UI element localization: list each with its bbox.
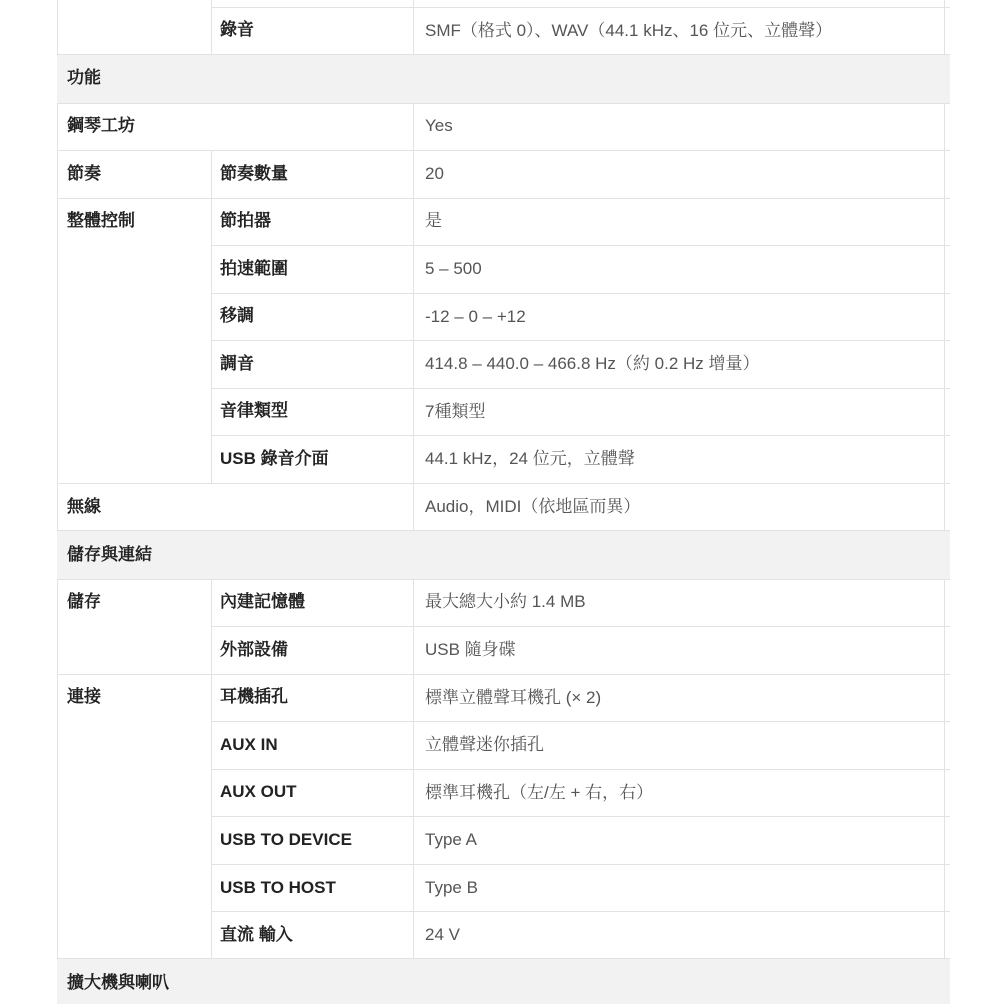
row-divider — [211, 911, 950, 912]
spec-label-usb-to-device: USB TO DEVICE — [220, 830, 352, 849]
spec-value-wireless: Audio，MIDI（依地區而異） — [425, 497, 641, 516]
column-divider — [57, 0, 58, 55]
row-divider — [211, 340, 950, 341]
row-divider — [211, 7, 950, 8]
spec-value-temperament: 7種類型 — [425, 402, 486, 421]
spec-value-headphones: 標準立體聲耳機孔 (× 2) — [425, 688, 602, 707]
spec-value-tempo-range: 5 – 500 — [425, 259, 482, 278]
spec-value-transpose: -12 – 0 – +12 — [425, 307, 526, 326]
spec-label-aux-out: AUX OUT — [220, 782, 297, 801]
row-divider — [211, 864, 950, 865]
spec-label-usb-to-host: USB TO HOST — [220, 878, 336, 897]
row-divider — [57, 150, 950, 151]
row-divider — [211, 245, 950, 246]
spec-value-tuning: 414.8 – 440.0 – 466.8 Hz（約 0.2 Hz 增量） — [425, 354, 760, 373]
spec-group-overall-control: 整體控制 — [67, 211, 135, 230]
spec-label-external-devices: 外部設備 — [220, 640, 288, 659]
column-divider — [413, 579, 414, 959]
spec-value-dc-in: 24 V — [425, 925, 460, 944]
spec-label-dc-in: 直流 輸入 — [220, 925, 293, 944]
section-header-storage-connectivity: 儲存與連結 — [67, 545, 152, 564]
spec-label-transpose: 移調 — [220, 306, 254, 325]
row-divider — [211, 769, 950, 770]
row-divider — [211, 816, 950, 817]
row-divider — [57, 579, 950, 580]
spec-value-recording: SMF（格式 0）、WAV（44.1 kHz、16 位元、立體聲） — [425, 21, 833, 40]
section-header-functions: 功能 — [67, 68, 101, 87]
spec-group-storage: 儲存 — [67, 592, 101, 611]
column-divider — [944, 103, 945, 531]
column-divider — [57, 103, 58, 531]
spec-label-headphones: 耳機插孔 — [220, 687, 288, 706]
spec-label-wireless: 無線 — [67, 497, 101, 516]
spec-label-metronome: 節拍器 — [220, 211, 271, 230]
spec-value-rhythm-count: 20 — [425, 164, 444, 183]
column-divider — [413, 0, 414, 55]
spec-value-aux-in: 立體聲迷你插孔 — [425, 735, 544, 754]
row-divider — [57, 530, 950, 531]
spec-label-recording: 錄音 — [220, 20, 254, 39]
row-divider — [57, 958, 950, 959]
column-divider — [211, 0, 212, 55]
row-divider — [211, 388, 950, 389]
row-divider — [57, 54, 950, 55]
row-divider — [57, 483, 950, 484]
spec-label-temperament: 音律類型 — [220, 401, 288, 420]
spec-value-metronome: 是 — [425, 211, 442, 230]
spec-value-aux-out: 標準耳機孔（左/左 + 右，右） — [425, 783, 654, 802]
row-divider — [57, 674, 950, 675]
column-divider — [944, 579, 945, 959]
column-divider — [944, 0, 945, 55]
section-header-amplifier-speakers: 擴大機與喇叭 — [67, 973, 169, 992]
section-header-band — [57, 531, 950, 579]
spec-table — [57, 0, 950, 1004]
row-divider — [211, 721, 950, 722]
spec-label-piano-room: 鋼琴工坊 — [67, 116, 135, 135]
spec-label-tempo-range: 拍速範圍 — [220, 259, 288, 278]
section-header-band — [57, 55, 950, 103]
row-divider — [211, 293, 950, 294]
spec-label-usb-audio-interface: USB 錄音介面 — [220, 449, 329, 468]
spec-value-external-devices: USB 隨身碟 — [425, 640, 516, 659]
spec-label-rhythm-count: 節奏數量 — [220, 164, 288, 183]
spec-label-tuning: 調音 — [220, 354, 254, 373]
column-divider — [57, 579, 58, 959]
spec-group-rhythm: 節奏 — [67, 164, 101, 183]
row-divider — [211, 435, 950, 436]
section-header-band — [57, 959, 950, 1004]
column-divider — [413, 103, 414, 531]
spec-value-internal-memory: 最大總大小約 1.4 MB — [425, 592, 586, 611]
column-divider — [211, 579, 212, 959]
spec-label-aux-in: AUX IN — [220, 735, 278, 754]
spec-label-internal-memory: 內建記憶體 — [220, 592, 305, 611]
spec-value-piano-room: Yes — [425, 116, 453, 135]
spec-value-usb-audio-interface: 44.1 kHz，24 位元，立體聲 — [425, 449, 635, 468]
column-divider — [211, 150, 212, 484]
row-divider — [57, 198, 950, 199]
row-divider — [211, 626, 950, 627]
spec-value-usb-to-device: Type A — [425, 830, 477, 849]
spec-value-usb-to-host: Type B — [425, 878, 478, 897]
row-divider — [57, 103, 950, 104]
spec-group-connectivity: 連接 — [67, 687, 101, 706]
